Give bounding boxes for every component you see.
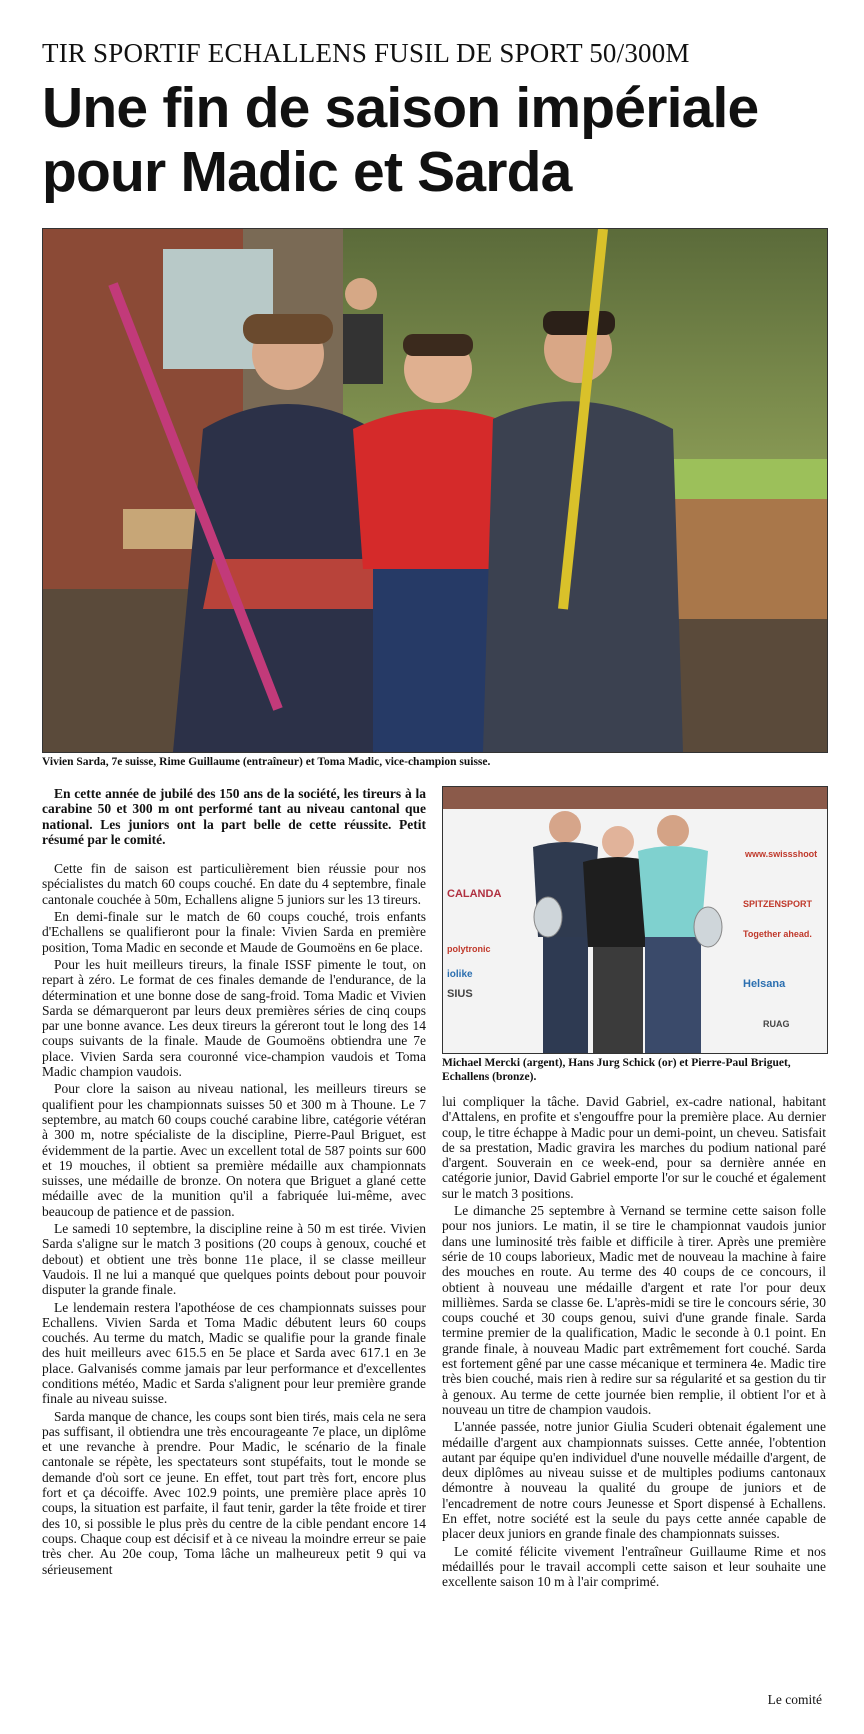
sponsor-logo: Together ahead. xyxy=(743,929,812,939)
sponsor-logo: Helsana xyxy=(743,978,786,990)
article-paragraph: L'année passée, notre junior Giulia Scuderi obtenait également une médaille d'argent aux championnats suisses. Cette année, l'obtention autant par équipe qu'en individuel d'une nouvelle médaille d'argent, de deux diplômes au niveau suisse et de multiples podiums cantonaux démontre à nouveau la qualité du groupe de juniors et de l'encadrement de notre cours Jeunesse et Sport dispensé à Echallens. En effet, notre société est la seule du pays cette année capable de placer deux juniors en grande finale des championnats suisses. xyxy=(442,1419,826,1542)
sponsor-logo: polytronic xyxy=(447,944,491,954)
sponsor-logo: SPITZENSPORT xyxy=(743,899,813,909)
kicker: TIR SPORTIF ECHALLENS FUSIL DE SPORT 50/300M xyxy=(42,38,690,68)
signature: Le comité xyxy=(767,1692,822,1707)
podium-photo xyxy=(442,786,828,1054)
headline: Une fin de saison impériale pour Madic et Sarda xyxy=(42,76,759,204)
sponsor-logo: iolike xyxy=(447,969,473,980)
article-paragraph: Pour clore la saison au niveau national, les meilleurs tireurs se qualifient pour les championnats suisses 50 et 300 m à Thoune. Le 7 septembre, au match 60 coups couché carabine libre, catégorie vétéran à 300 m, notre spécialiste de la discipline, Pierre-Paul Briguet, est évidemment de la partie. Avec un excellent total de 587 points sur 600 et 19 mouches, il obtient sa première médaille aux championnats suisses, une médaille de bronze. On notera que Briguet a glané cette médaille avec de la munition qu'il a fabriquée lui-même, avec beaucoup de patience et de passion. xyxy=(42,1081,426,1219)
banner-url: www.swissshoot xyxy=(745,849,818,859)
article-paragraph: Cette fin de saison est particulièrement bien réussie pour nos spécialistes du match 60 coups couché. En date du 4 septembre, finale cantonale couchée à 50m, Echallens aligne 5 juniors sur les 13 tireurs. xyxy=(42,861,426,907)
podium-photo-caption: Michael Mercki (argent), Hans Jurg Schick (or) et Pierre-Paul Briguet, Echallens (bronze). xyxy=(442,1057,791,1083)
article-paragraph: Sarda manque de chance, les coups sont bien tirés, mais cela ne sera pas suffisant, il obtiendra une très encourageante 7e place, un diplôme et une revanche à prendre. Pour Madic, le scénario de la finale cantonale se répète, les spectateurs sont stupéfaits, tout le monde se demande d'où sort ce jeune. En effet, tout part très fort, encore plus fort et ça décoiffe. Avec 102.9 points, une première place après 10 coups, la situation est parfaite, il faut tenir, garder la tête froide et tirer des 10, si possible le plus près du centre de la cible pendant encore 14 coups. Chaque coup est décisif et à ce niveau la moindre erreur se paie très cher. Au 20e coup, Toma lâche un malheureux petit 9 qui va sérieusement xyxy=(42,1408,426,1577)
main-photo-caption: Vivien Sarda, 7e suisse, Rime Guillaume (entraîneur) et Toma Madic, vice-champion suisse. xyxy=(42,756,491,768)
article-paragraph: Le dimanche 25 septembre à Vernand se termine cette saison folle pour nos juniors. Le matin, il se tire le championnat vaudois junior dans une luminosité très faible et difficile à tirer. Après une première série de 10 coups laborieux, Madic met de nouveau la machine à faire des mouches en route. Au terme des 40 coups de ce concours, il obtient à nouveau une médaille d'argent et rate l'or pour deux millièmes. Sarda se classe 6e. L'après-midi se tire le concours série, 30 coups couché et 30 coups genou, suivi d'une grande finale. Sarda termine premier de la qualification, Madic le seconde à 0.1 point. En grande finale, à nouveau Madic part extrêmement fort couché. Sarda est fortement gêné par une casse mécanique et terminera 4e. Madic tire très bien couché, mais rien à redire sur sa régularité et sa gestion du tir à genoux. Au terme de cette journée bien remplie, il obtient l'or et à nouveau un titre de champion vaudois. xyxy=(442,1203,826,1417)
article-paragraph: lui compliquer la tâche. David Gabriel, ex-cadre national, habitant d'Attalens, en profite et s'engouffre pour la première place. Au dernier coup, le titre échappe à Madic pour un demi-point, un cheveu. Satisfait de sa prestation, Madic gravira les marches du podium national paré d'argent. Souverain en ce week-end, pour sa dernière année en catégorie junior, David Gabriel emporte l'or sur le couché et également sur le match 3 positions. xyxy=(442,1094,826,1201)
article-column-right xyxy=(442,1094,826,1592)
article-column-left xyxy=(42,786,426,1579)
article-paragraph: Pour les huit meilleurs tireurs, la finale ISSF pimente le tout, on repart à zéro. Le format de ces finales demande de l'endurance, de la détermination et une bonne dose de sang-froid. Toma Madic et Vivien Sarda se démarqueront par leurs deux premières séries de cinq coups par une bonne avance. Les deux tireurs la géreront tout le long des 14 coups suivants de la finale. Maude de Goumoëns obtiendra une 7e place. Vivien Sarda sera couronné vice-champion vaudois et Toma Madic champion vaudois. xyxy=(42,956,426,1080)
article-paragraph: Le samedi 10 septembre, la discipline reine à 50 m est tirée. Vivien Sarda s'aligne sur le match 3 positions (20 coups à genoux, couché et debout) et obtient une très bonne 11e place, il se classe meilleur Vaudois. Il ne lui a manqué que quelques points debout pour pouvoir disputer la grande finale. xyxy=(42,1221,426,1298)
article-paragraph: En demi-finale sur le match de 60 coups couché, trois enfants d'Echallens se qualifieront pour la finale: Vivien Sarda en première position, Toma Madic en seconde et Maude de Goumoëns en 6e place. xyxy=(42,909,426,955)
sponsor-logo: RUAG xyxy=(763,1019,790,1029)
podium-photo-illustration xyxy=(443,787,827,1053)
article-paragraph: Le comité félicite vivement l'entraîneur Guillaume Rime et nos médaillés pour le travail accompli cette saison et leur souhaite une excellente saison 10 m à l'air comprimé. xyxy=(442,1543,826,1590)
sponsor-logo: SIUS xyxy=(447,988,473,1000)
sponsor-logo: CALANDA xyxy=(447,888,502,900)
main-photo xyxy=(42,228,828,753)
lead-paragraph: En cette année de jubilé des 150 ans de la société, les tireurs à la carabine 50 et 300 m ont performé tant au niveau cantonal que national. Les juniors ont la part belle de cette réussite. Petit résumé par le comité. xyxy=(42,786,426,847)
main-photo-illustration xyxy=(43,229,827,752)
article-paragraph: Le lendemain restera l'apothéose de ces championnats suisses pour Echallens. Vivien Sarda et Toma Madic débutent leurs 60 coups couchés. Au terme du match, Madic se qualifie pour la grande finale des huit meilleurs avec 615.5 en 5e place et Sarda avec 617.1 en 3e place. Galvanisés comme jamais par leur performance et d'excellentes conditions météo, Madic et Sarda s'alignent pour leur première grande finale au niveau suisse. xyxy=(42,1299,426,1407)
